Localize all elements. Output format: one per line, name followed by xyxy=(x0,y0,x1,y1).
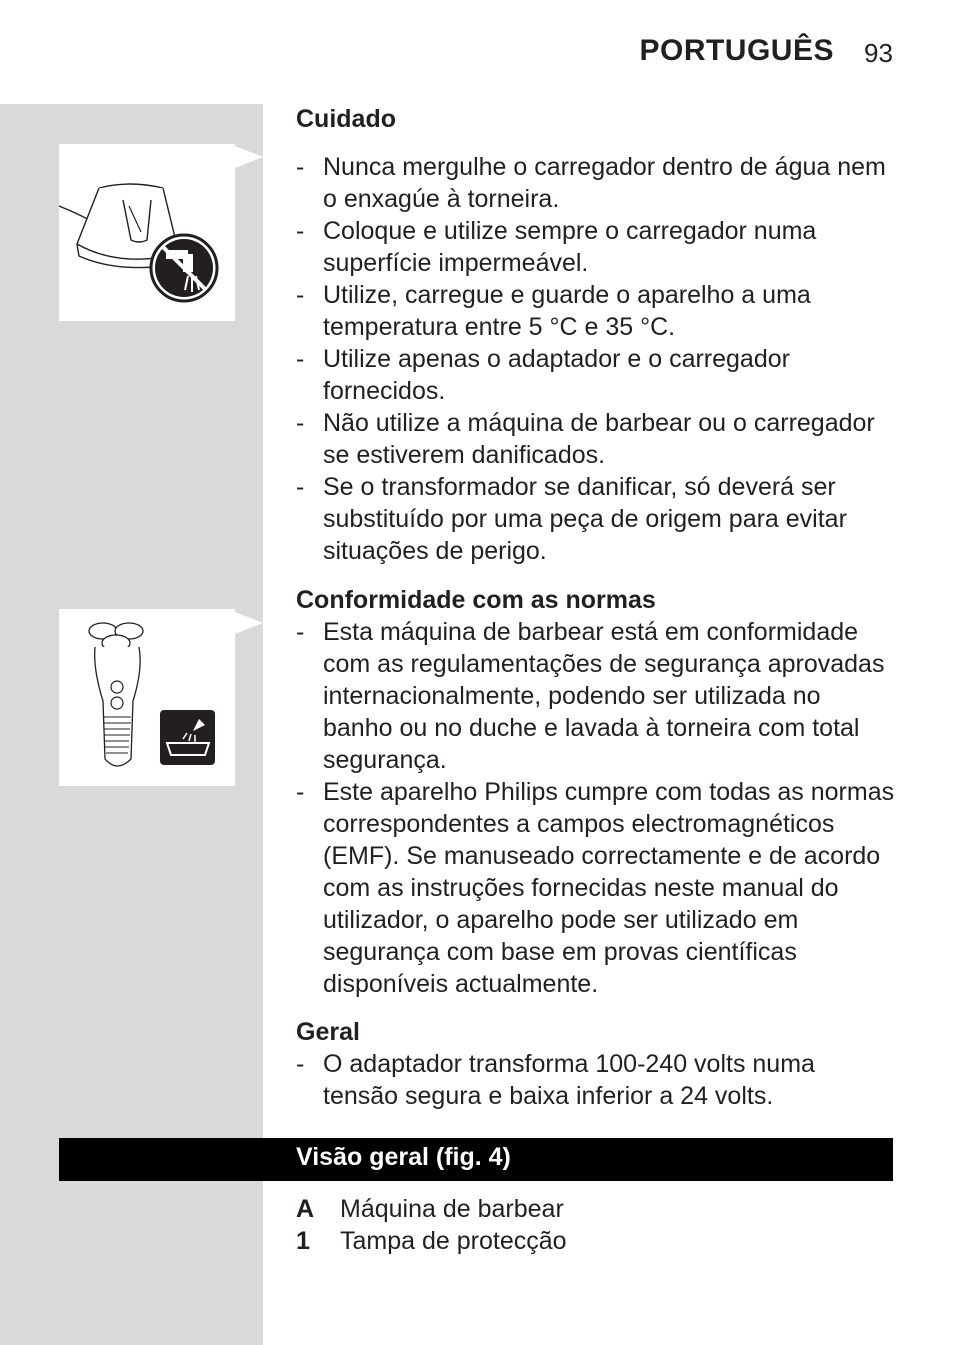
cuidado-list xyxy=(296,151,896,567)
list-item: - Este aparelho Philips cumpre com todas as normas correspondentes a campos electromagnéticos (EMF). Se manuseado correctamente e de acordo com as instruções fornecidas neste manual do utilizador, o aparelho pode ser utilizado em segurança com base em provas científicas disponíveis actualmente. xyxy=(296,778,895,998)
heading-visao-geral: Visão geral (fig. 4) xyxy=(296,1143,511,1171)
page-number: 93 xyxy=(864,38,893,68)
section-geral xyxy=(296,1016,896,1112)
charger-illustration xyxy=(59,144,235,321)
list-item: - Utilize apenas o adaptador e o carregador fornecidos. xyxy=(296,345,790,405)
list-item: - O adaptador transforma 100-240 volts numa tensão segura e baixa inferior a 24 volts. xyxy=(296,1050,815,1110)
part-item xyxy=(296,1225,567,1257)
section-bar-visao-geral xyxy=(59,1138,893,1181)
section-conformidade xyxy=(296,584,896,1000)
part-label: Tampa de protecção xyxy=(340,1227,567,1255)
conformidade-list xyxy=(296,616,896,1000)
parts-list xyxy=(296,1193,567,1257)
list-item: - Esta máquina de barbear está em conformidade com as regulamentações de segurança aprovadas internacionalmente, podendo ser utilizada no banho ou no duche e lavada à torneira com total segurança. xyxy=(296,618,885,774)
figure-pointer xyxy=(235,146,263,168)
shaver-illustration xyxy=(59,609,235,786)
heading-cuidado: Cuidado xyxy=(296,105,396,133)
heading-conformidade: Conformidade com as normas xyxy=(296,586,656,614)
section-cuidado xyxy=(296,103,896,567)
part-item xyxy=(296,1193,567,1225)
shaver-waterproof-icon xyxy=(59,609,235,786)
heading-geral: Geral xyxy=(296,1018,360,1046)
list-item: - Não utilize a máquina de barbear ou o carregador se estiverem danificados. xyxy=(296,409,875,469)
charger-no-rinse-icon xyxy=(59,144,235,321)
figure-pointer xyxy=(235,612,263,634)
part-label: Máquina de barbear xyxy=(340,1195,564,1223)
list-item: - Utilize, carregue e guarde o aparelho a uma temperatura entre 5 °C e 35 °C. xyxy=(296,281,811,341)
list-item: - Nunca mergulhe o carregador dentro de água nem o enxagúe à torneira. xyxy=(296,153,886,213)
part-key: A xyxy=(296,1195,315,1223)
list-item: - Se o transformador se danificar, só deverá ser substituído por uma peça de origem para evitar situações de perigo. xyxy=(296,473,847,565)
part-key: 1 xyxy=(296,1227,310,1255)
list-item: - Coloque e utilize sempre o carregador numa superfície impermeável. xyxy=(296,217,817,277)
language-header: PORTUGUÊS xyxy=(639,34,834,67)
geral-list xyxy=(296,1048,896,1112)
